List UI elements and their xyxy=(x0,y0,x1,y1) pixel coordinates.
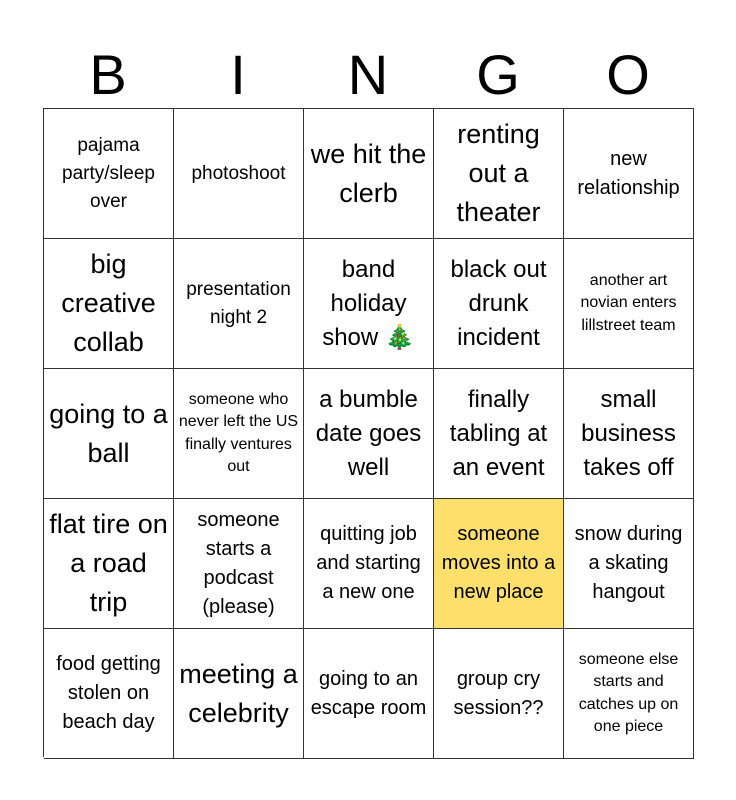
cell-text: new relationship xyxy=(577,147,680,199)
bingo-cell[interactable] xyxy=(434,629,564,759)
header-letter-g: G xyxy=(476,43,520,106)
bingo-cell[interactable] xyxy=(44,499,174,629)
cell-text: quitting job and starting a new one xyxy=(316,523,421,603)
cell-text: someone moves into a new place xyxy=(441,523,556,603)
cell-text: food getting stolen on beach day xyxy=(56,653,161,733)
bingo-cell[interactable] xyxy=(564,499,694,629)
bingo-header xyxy=(43,42,693,108)
cell-text: big creative collab xyxy=(61,249,156,357)
cell-text: going to an escape room xyxy=(310,667,427,719)
cell-text: pajama party/sleep over xyxy=(62,134,155,212)
cell-text: renting out a theater xyxy=(456,119,541,227)
cell-text: we hit the clerb xyxy=(310,138,427,208)
bingo-cell[interactable] xyxy=(434,239,564,369)
bingo-cell[interactable] xyxy=(564,369,694,499)
bingo-cell[interactable] xyxy=(44,629,174,759)
cell-text: someone else starts and catches up on one piece xyxy=(578,650,679,735)
bingo-cell[interactable] xyxy=(434,369,564,499)
bingo-cell[interactable] xyxy=(44,239,174,369)
cell-text: flat tire on a road trip xyxy=(49,509,168,617)
header-letter-n: N xyxy=(347,43,389,106)
cell-text: band holiday show 🎄 xyxy=(322,255,415,351)
cell-text: snow during a skating hangout xyxy=(574,523,683,603)
bingo-cell[interactable] xyxy=(174,499,304,629)
bingo-cell[interactable] xyxy=(174,109,304,239)
bingo-cell[interactable] xyxy=(564,629,694,759)
bingo-cell[interactable] xyxy=(174,369,304,499)
bingo-cell[interactable] xyxy=(174,239,304,369)
bingo-cell[interactable] xyxy=(174,629,304,759)
cell-text: someone starts a podcast (please) xyxy=(197,508,280,618)
cell-text: meeting a celebrity xyxy=(179,658,298,728)
cell-text: going to a ball xyxy=(49,398,168,468)
cell-text: someone who never left the US finally ventures out xyxy=(178,390,299,475)
cell-text: presentation night 2 xyxy=(186,278,291,328)
header-letter-b: B xyxy=(89,43,127,106)
bingo-cell[interactable] xyxy=(44,109,174,239)
header-letter-o: O xyxy=(606,43,650,106)
bingo-cell[interactable] xyxy=(564,239,694,369)
cell-text: small business takes off xyxy=(581,385,676,481)
bingo-grid xyxy=(43,108,694,757)
bingo-cell-marked[interactable] xyxy=(434,499,564,629)
bingo-cell[interactable] xyxy=(304,109,434,239)
bingo-cell[interactable] xyxy=(44,369,174,499)
bingo-cell[interactable] xyxy=(564,109,694,239)
cell-text: group cry session?? xyxy=(453,667,544,719)
cell-text: photoshoot xyxy=(191,162,286,184)
cell-text: another art novian enters lillstreet team xyxy=(580,271,677,334)
cell-text: finally tabling at an event xyxy=(449,385,548,481)
bingo-cell[interactable] xyxy=(304,369,434,499)
header-letter-i: I xyxy=(230,43,246,106)
cell-text: black out drunk incident xyxy=(450,255,547,351)
bingo-cell[interactable] xyxy=(304,499,434,629)
bingo-cell[interactable] xyxy=(434,109,564,239)
cell-text: a bumble date goes well xyxy=(315,385,422,481)
bingo-cell[interactable] xyxy=(304,629,434,759)
bingo-cell[interactable] xyxy=(304,239,434,369)
